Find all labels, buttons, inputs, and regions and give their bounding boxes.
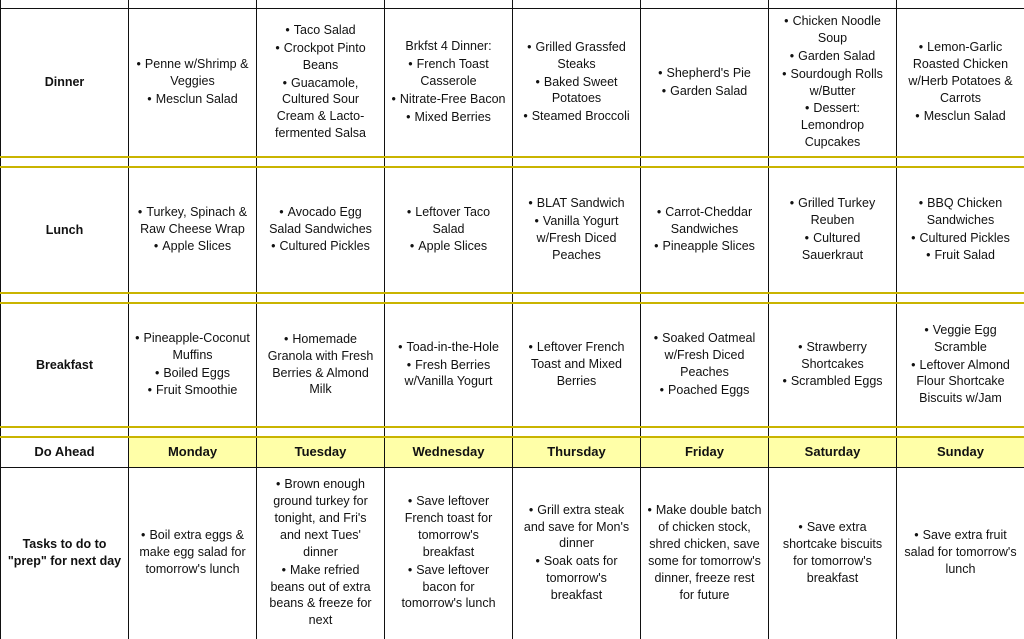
cell-lunch-wednesday: [385, 167, 513, 293]
band-cell: [641, 427, 769, 437]
item-list: [903, 527, 1018, 578]
band-cell: [513, 157, 641, 167]
cell-breakfast-thursday: [513, 303, 641, 427]
band-cell: [769, 427, 897, 437]
list-item: • Cultured Pickles: [903, 230, 1018, 247]
cell-dinner-saturday: [769, 9, 897, 158]
item-list: [391, 204, 506, 256]
list-item: • Scrambled Eggs: [775, 373, 890, 390]
top-edge-cell: [385, 0, 513, 9]
band-cell: [129, 157, 257, 167]
list-item: • Grill extra steak and save for Mon's dinner: [519, 502, 634, 553]
cell-dinner-monday: [129, 9, 257, 158]
item-list: [519, 195, 634, 264]
table-row-tasks: [1, 467, 1024, 639]
list-item: • BBQ Chicken Sandwiches: [903, 195, 1018, 229]
item-list: [519, 339, 634, 390]
list-item: • Make refried beans out of extra beans & freeze for next: [263, 562, 378, 630]
band-cell: [769, 293, 897, 303]
list-item: • Mesclun Salad: [903, 108, 1018, 125]
list-item: • Fruit Smoothie: [135, 382, 250, 399]
list-item: • Fresh Berries w/Vanilla Yogurt: [391, 357, 506, 391]
item-list: [263, 476, 378, 629]
list-item: • Homemade Granola with Fresh Berries & Almond Milk: [263, 331, 378, 399]
row-label-do-ahead: Do Ahead: [1, 437, 129, 467]
list-item: • Nitrate-Free Bacon: [391, 91, 506, 108]
list-item: • Poached Eggs: [647, 382, 762, 399]
cell-lunch-monday: [129, 167, 257, 293]
band-cell: [513, 293, 641, 303]
list-item: • Brown enough ground turkey for tonight, and Fri's and next Tues' dinner: [263, 476, 378, 560]
item-list: [135, 527, 250, 578]
list-item: • Fruit Salad: [903, 247, 1018, 264]
band-cell: [641, 157, 769, 167]
list-item: • Grilled Grassfed Steaks: [519, 39, 634, 73]
day-header-saturday: Saturday: [769, 437, 897, 467]
day-header-sunday: Sunday: [897, 437, 1024, 467]
cell-breakfast-monday: [129, 303, 257, 427]
cell-lunch-tuesday: [257, 167, 385, 293]
list-item: • Apple Slices: [391, 238, 506, 255]
band-cell: [257, 157, 385, 167]
list-item: • Carrot-Cheddar Sandwiches: [647, 204, 762, 238]
list-item: • Pineapple-Coconut Muffins: [135, 330, 250, 364]
item-list: [263, 204, 378, 256]
row-label-lunch: Lunch: [1, 167, 129, 293]
day-header-tuesday: Tuesday: [257, 437, 385, 467]
item-list: [775, 519, 890, 587]
row-separator-band: [1, 293, 1024, 303]
cell-breakfast-friday: [641, 303, 769, 427]
list-item: • Leftover Taco Salad: [391, 204, 506, 238]
item-list: [135, 330, 250, 400]
cell-dinner-wednesday: [385, 9, 513, 158]
list-item: • Baked Sweet Potatoes: [519, 74, 634, 108]
row-separator-band: [1, 157, 1024, 167]
list-item: • Save leftover French toast for tomorrow's breakfast: [391, 493, 506, 561]
cell-tasks-friday: [641, 467, 769, 639]
list-item-heading: Brkfst 4 Dinner:: [391, 38, 506, 55]
item-list: [263, 22, 378, 142]
band-cell: [769, 157, 897, 167]
item-list: [391, 493, 506, 612]
list-item: • Save extra fruit salad for tomorrow's lunch: [903, 527, 1018, 578]
cell-lunch-sunday: [897, 167, 1024, 293]
cell-dinner-tuesday: [257, 9, 385, 158]
list-item: • Garden Salad: [775, 48, 890, 65]
band-cell: [641, 293, 769, 303]
list-item: • Vanilla Yogurt w/Fresh Diced Peaches: [519, 213, 634, 264]
list-item: • Lemon-Garlic Roasted Chicken w/Herb Potatoes & Carrots: [903, 39, 1018, 107]
item-list: [135, 204, 250, 256]
list-item: • Penne w/Shrimp & Veggies: [135, 56, 250, 90]
table-row-breakfast: [1, 303, 1024, 427]
band-cell: [385, 293, 513, 303]
cell-breakfast-sunday: [897, 303, 1024, 427]
item-list: [263, 331, 378, 399]
item-list: [903, 195, 1018, 265]
list-item: • Garden Salad: [647, 83, 762, 100]
item-list: [775, 339, 890, 391]
top-edge-cell: [897, 0, 1024, 9]
list-item: • Apple Slices: [135, 238, 250, 255]
table-row-days-header: [1, 437, 1024, 467]
list-item: • Boil extra eggs & make egg salad for tomorrow's lunch: [135, 527, 250, 578]
band-cell: [1, 427, 129, 437]
cell-tasks-monday: [129, 467, 257, 639]
day-header-thursday: Thursday: [513, 437, 641, 467]
row-label-tasks: Tasks to do to "prep" for next day: [1, 467, 129, 639]
cell-tasks-tuesday: [257, 467, 385, 639]
list-item: • Toad-in-the-Hole: [391, 339, 506, 356]
list-item: • Grilled Turkey Reuben: [775, 195, 890, 229]
band-cell: [385, 427, 513, 437]
item-list: [647, 330, 762, 399]
list-item: • Strawberry Shortcakes: [775, 339, 890, 373]
cell-dinner-sunday: [897, 9, 1024, 158]
cell-tasks-wednesday: [385, 467, 513, 639]
cell-tasks-thursday: [513, 467, 641, 639]
list-item: • Chicken Noodle Soup: [775, 13, 890, 47]
list-item: • Soak oats for tomorrow's breakfast: [519, 553, 634, 604]
item-list: [519, 39, 634, 125]
item-list: [903, 322, 1018, 407]
list-item: • Cultured Sauerkraut: [775, 230, 890, 264]
band-cell: [385, 157, 513, 167]
list-item: • Shepherd's Pie: [647, 65, 762, 82]
item-list: [647, 204, 762, 256]
list-item: • Turkey, Spinach & Raw Cheese Wrap: [135, 204, 250, 238]
list-item: • Leftover Almond Flour Shortcake Biscuits w/Jam: [903, 357, 1018, 408]
table-row-dinner: [1, 9, 1024, 158]
list-item: • Save leftover bacon for tomorrow's lunch: [391, 562, 506, 613]
cell-breakfast-tuesday: [257, 303, 385, 427]
top-edge-cell: [1, 0, 129, 9]
row-separator-band: [1, 427, 1024, 437]
list-item: • Boiled Eggs: [135, 365, 250, 382]
item-list: [903, 39, 1018, 124]
band-cell: [129, 427, 257, 437]
list-item: • Taco Salad: [263, 22, 378, 39]
list-item: • Crockpot Pinto Beans: [263, 40, 378, 74]
list-item: • Avocado Egg Salad Sandwiches: [263, 204, 378, 238]
item-list: [391, 38, 506, 125]
cell-dinner-friday: [641, 9, 769, 158]
row-label-dinner: Dinner: [1, 9, 129, 158]
item-list: [135, 56, 250, 108]
cell-breakfast-saturday: [769, 303, 897, 427]
band-cell: [257, 293, 385, 303]
day-header-monday: Monday: [129, 437, 257, 467]
list-item: • Sourdough Rolls w/Butter: [775, 66, 890, 100]
list-item: • Soaked Oatmeal w/Fresh Diced Peaches: [647, 330, 762, 381]
band-cell: [257, 427, 385, 437]
table-row-lunch: [1, 167, 1024, 293]
item-list: [647, 502, 762, 603]
band-cell: [897, 293, 1024, 303]
band-cell: [897, 157, 1024, 167]
list-item: • BLAT Sandwich: [519, 195, 634, 212]
cell-tasks-sunday: [897, 467, 1024, 639]
cell-dinner-thursday: [513, 9, 641, 158]
band-cell: [129, 293, 257, 303]
top-edge-cell: [129, 0, 257, 9]
list-item: • Make double batch of chicken stock, shred chicken, save some for tomorrow's dinner, freeze rest for future: [647, 502, 762, 603]
band-cell: [1, 157, 129, 167]
item-list: [391, 339, 506, 391]
list-item: • French Toast Casserole: [391, 56, 506, 90]
cell-lunch-friday: [641, 167, 769, 293]
row-label-breakfast: Breakfast: [1, 303, 129, 427]
day-header-wednesday: Wednesday: [385, 437, 513, 467]
band-cell: [513, 427, 641, 437]
top-edge-cell: [641, 0, 769, 9]
list-item: • Guacamole, Cultured Sour Cream & Lacto-fermented Salsa: [263, 75, 378, 143]
table-top-edge: [1, 0, 1024, 9]
list-item: • Pineapple Slices: [647, 238, 762, 255]
list-item: • Cultured Pickles: [263, 238, 378, 255]
cell-lunch-saturday: [769, 167, 897, 293]
band-cell: [897, 427, 1024, 437]
item-list: [647, 65, 762, 100]
list-item: • Mesclun Salad: [135, 91, 250, 108]
cell-lunch-thursday: [513, 167, 641, 293]
list-item: • Mixed Berries: [391, 109, 506, 126]
list-item: • Veggie Egg Scramble: [903, 322, 1018, 356]
list-item: • Steamed Broccoli: [519, 108, 634, 125]
item-list: [519, 502, 634, 604]
item-list: [775, 13, 890, 151]
item-list: [775, 195, 890, 264]
top-edge-cell: [513, 0, 641, 9]
top-edge-cell: [769, 0, 897, 9]
list-item: • Leftover French Toast and Mixed Berries: [519, 339, 634, 390]
top-edge-cell: [257, 0, 385, 9]
band-cell: [1, 293, 129, 303]
list-item: • Save extra shortcake biscuits for tomorrow's breakfast: [775, 519, 890, 587]
list-item: • Dessert: Lemondrop Cupcakes: [775, 100, 890, 151]
cell-breakfast-wednesday: [385, 303, 513, 427]
cell-tasks-saturday: [769, 467, 897, 639]
day-header-friday: Friday: [641, 437, 769, 467]
